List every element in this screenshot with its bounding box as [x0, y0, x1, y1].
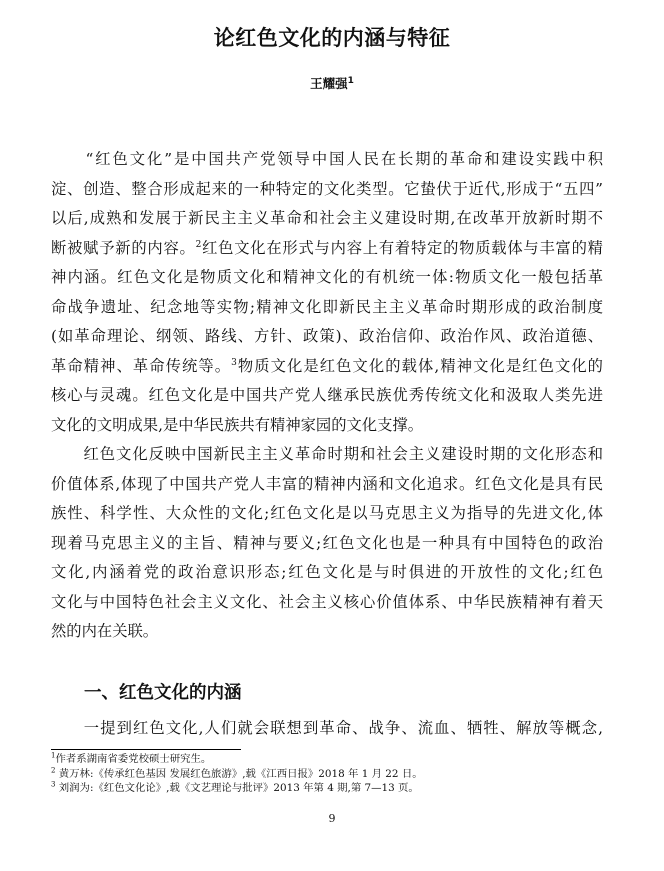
body-text — [51, 145, 603, 647]
text-line: 一提到红色文化,人们就会联想到革命、战争、流血、牺牲、解放等概念, — [51, 719, 603, 737]
text-line: 红色文化反映中国新民主主义革命时期和社会主义建设时期的文化形态和 — [51, 445, 603, 463]
footnote-mark: 2 — [51, 766, 56, 775]
footnotes — [51, 752, 611, 796]
page-number: 9 — [328, 812, 336, 825]
text-line: 核心与灵魂。红色文化是中国共产党人继承民族优秀传统文化和汲取人类先进 — [51, 386, 603, 404]
text-run: 红色文化在形式与内容上有着特定的物质载体与丰富的精 — [201, 238, 603, 257]
text-line: 文化与中国特色社会主义文化、社会主义核心价值体系、中华民族精神有着天 — [51, 592, 603, 611]
text-run: 革命精神、革命传统等。 — [51, 356, 232, 375]
footnote-divider — [51, 749, 241, 750]
footnote-text: 刘润为:《红色文化论》,载《文艺理论与批评》2013 年第 4 期,第 7—13 页。 — [55, 782, 419, 794]
text-line: “红色文化”是中国共产党领导中国人民在长期的革命和建设实践中积 — [51, 150, 603, 168]
text-line: 文化,内涵着党的政治意识形态;红色文化是与时俱进的开放性的文化;红色 — [51, 563, 603, 581]
footnote-ref: 2 — [195, 239, 202, 250]
text-line — [51, 352, 603, 382]
text-line: 然的内在关联。 — [51, 622, 159, 640]
footnote — [51, 752, 611, 767]
footnote-mark: 3 — [51, 780, 56, 789]
paragraph-1 — [51, 145, 603, 440]
footnote-ref: 3 — [231, 357, 237, 368]
section-heading: 一、红色文化的内涵 — [84, 683, 242, 703]
text-line — [51, 234, 603, 264]
footnote-text: 黄万林:《传承红色基因 发展红色旅游》,载《江西日报》2018 年 1 月 22 日。 — [55, 767, 423, 780]
paragraph-2 — [51, 440, 603, 647]
author-name: 王耀强 — [310, 76, 348, 91]
text-line: 价值体系,体现了中国共产党人丰富的精神内涵和文化追求。红色文化是具有民 — [51, 474, 603, 493]
text-line: 神内涵。红色文化是物质文化和精神文化的有机统一体:物质文化一般包括革 — [51, 268, 603, 286]
text-line: 族性、科学性、大众性的文化;红色文化是以马克思主义为指导的先进文化,体 — [51, 504, 603, 522]
text-line: 文化的文明成果,是中华民族共有精神家园的文化支撑。 — [51, 415, 423, 434]
footnote — [51, 767, 611, 782]
footnote-mark: 1 — [51, 751, 56, 760]
footnote-text: 作者系湖南省委党校硕士研究生。 — [55, 753, 212, 765]
author-line — [0, 74, 664, 92]
text-line: 现着马克思主义的主旨、精神与要义;红色文化也是一种具有中国特色的政治 — [51, 533, 603, 552]
text-line: (如革命理论、纲领、路线、方针、政策)、政治信仰、政治作风、政治道德、 — [51, 327, 603, 345]
footnote — [51, 781, 611, 796]
text-run: 物质文化是红色文化的载体,精神文化是红色文化的 — [236, 356, 603, 375]
text-line: 命战争遗址、纪念地等实物;精神文化即新民主主义革命时期形成的政治制度 — [51, 297, 603, 316]
author-footnote-mark: 1 — [347, 75, 354, 86]
page-title: 论红色文化的内涵与特征 — [213, 26, 451, 50]
text-line: 以后,成熟和发展于新民主主义革命和社会主义建设时期,在改革开放新时期不 — [51, 209, 603, 227]
text-line: 淀、创造、整合形成起来的一种特定的文化类型。它蛰伏于近代,形成于“五四” — [51, 179, 603, 198]
text-run: 断被赋予新的内容。 — [51, 238, 196, 257]
